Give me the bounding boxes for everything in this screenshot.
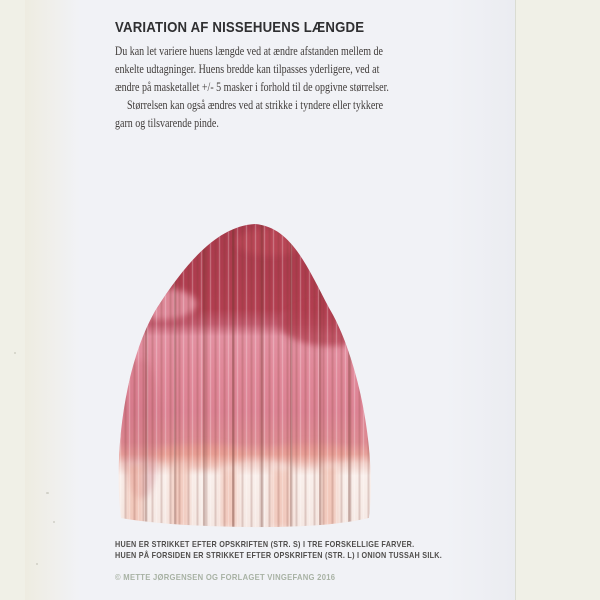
body-text-line: Størrelsen kan også ændres ved at strikke i tyndere eller tykkere xyxy=(127,98,384,112)
photo-caption xyxy=(115,539,442,561)
scan-speck xyxy=(14,352,16,354)
copyright-line: © METTE JØRGENSEN OG FORLAGET VINGEFANG 2016 xyxy=(115,572,336,582)
body-text-line: enkelte udtagninger. Huens bredde kan tilpasses yderligere, ved at xyxy=(115,62,380,76)
body-text-line: garn og tilsvarende pinde. xyxy=(115,116,219,130)
caption-line: HUEN PÅ FORSIDEN ER STRIKKET EFTER OPSKRIFTEN (STR. L) I ONION TUSSAH SILK. xyxy=(115,550,443,560)
body-text-line: Du kan let variere huens længde ved at ændre afstanden mellem de xyxy=(115,44,383,58)
scan-speck xyxy=(53,521,55,523)
scan-speck xyxy=(46,492,49,494)
body-text-line: ændre på masketallet +/- 5 masker i forhold til de opgivne størrelser. xyxy=(115,80,389,94)
book-page xyxy=(25,0,516,600)
scan-speck xyxy=(36,563,38,565)
page-title: VARIATION AF NISSEHUENS LÆNGDE xyxy=(115,19,365,36)
body-paragraph xyxy=(115,42,389,132)
caption-line: HUEN ER STRIKKET EFTER OPSKRIFTEN (STR. S) I TRE FORSKELLIGE FARVER. xyxy=(115,539,415,549)
hat-photo xyxy=(105,214,395,534)
